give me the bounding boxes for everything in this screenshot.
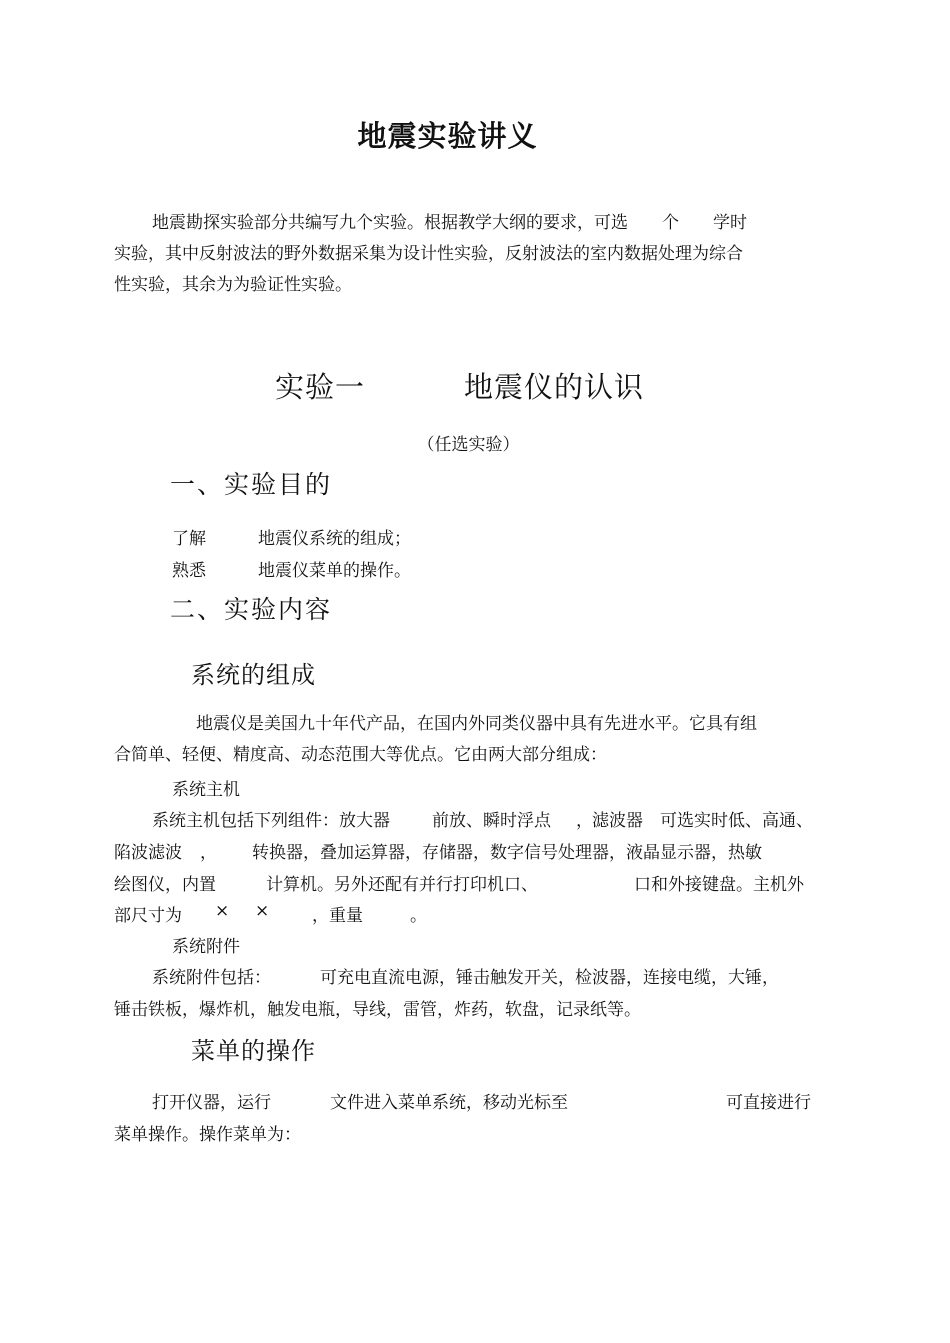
- host-line-4b: ×: [215, 901, 230, 921]
- host-line-2b: ，: [200, 843, 217, 863]
- composition-line-2: 合简单、轻便、精度高、动态范围大等优点。它由两大部分组成：: [114, 745, 607, 765]
- host-line-1d: 滤波器: [592, 811, 643, 831]
- accessories-line-1a: 系统附件包括：: [152, 968, 271, 988]
- section-heading-purpose: 一、实验目的: [170, 470, 333, 499]
- menu-line-1b: 文件进入菜单系统，移动光标至: [330, 1093, 568, 1113]
- intro-line-1: 地震勘探实验部分共编写九个实验。根据教学大纲的要求，可选 个 学时: [152, 213, 747, 233]
- intro-line-3: 性实验，其余为为验证性实验。: [114, 275, 352, 295]
- purpose-item-1-verb: 了解: [172, 529, 206, 549]
- composition-paragraph: [114, 709, 826, 771]
- menu-line-1c: 可直接进行: [726, 1093, 811, 1113]
- host-line-4d: ，重量: [312, 906, 363, 926]
- host-line-3c: 口和外接键盘。主机外: [634, 875, 804, 895]
- purpose-item-1-text: 地震仪系统的组成；: [258, 529, 411, 549]
- host-line-2c: 转换器，叠加运算器，存储器，数字信号处理器，液晶显示器，热敏: [252, 843, 762, 863]
- experiment-name: 地震仪的认识: [464, 370, 645, 404]
- menu-line-1a: 打开仪器，运行: [152, 1093, 271, 1113]
- host-line-2a: 陷波滤波: [114, 843, 182, 863]
- accessories-line-2: 锤击铁板，爆炸机，触发电瓶，导线，雷管，炸药，软盘，记录纸等。: [114, 1000, 641, 1020]
- host-line-3a: 绘图仪，内置: [114, 875, 216, 895]
- host-line-1b: 前放、瞬时浮点: [432, 811, 551, 831]
- host-line-1e: 可选实时低、高通、: [660, 811, 813, 831]
- subsection-heading-menu: 菜单的操作: [191, 1037, 316, 1065]
- purpose-item-2-verb: 熟悉: [172, 561, 206, 581]
- host-label: 系统主机: [172, 780, 240, 800]
- intro-paragraph: [114, 208, 826, 301]
- intro-line-2: 实验，其中反射波法的野外数据采集为设计性实验，反射波法的室内数据处理为综合: [114, 244, 743, 264]
- host-line-3b: 计算机。另外还配有并行打印机口、: [266, 875, 538, 895]
- experiment-note: （任选实验）: [417, 435, 520, 455]
- host-line-4a: 部尺寸为: [114, 906, 182, 926]
- host-line-1c: ，: [576, 811, 593, 831]
- accessories-label: 系统附件: [172, 937, 240, 957]
- menu-line-2: 菜单操作。操作菜单为：: [114, 1125, 301, 1145]
- host-line-4c: ×: [255, 901, 270, 921]
- experiment-number: 实验一: [275, 370, 366, 404]
- purpose-item-2-text: 地震仪菜单的操作。: [258, 561, 411, 581]
- document-title: 地震实验讲义: [357, 119, 538, 153]
- subsection-heading-composition: 系统的组成: [191, 661, 316, 689]
- host-line-4e: 。: [410, 906, 427, 926]
- composition-line-1: 地震仪是美国九十年代产品，在国内外同类仪器中具有先进水平。它具有组: [196, 714, 757, 734]
- accessories-line-1b: 可充电直流电源，锤击触发开关，检波器，连接电缆，大锤，: [320, 968, 779, 988]
- section-heading-content: 二、实验内容: [170, 595, 333, 624]
- host-line-1a: 系统主机包括下列组件：放大器: [152, 811, 390, 831]
